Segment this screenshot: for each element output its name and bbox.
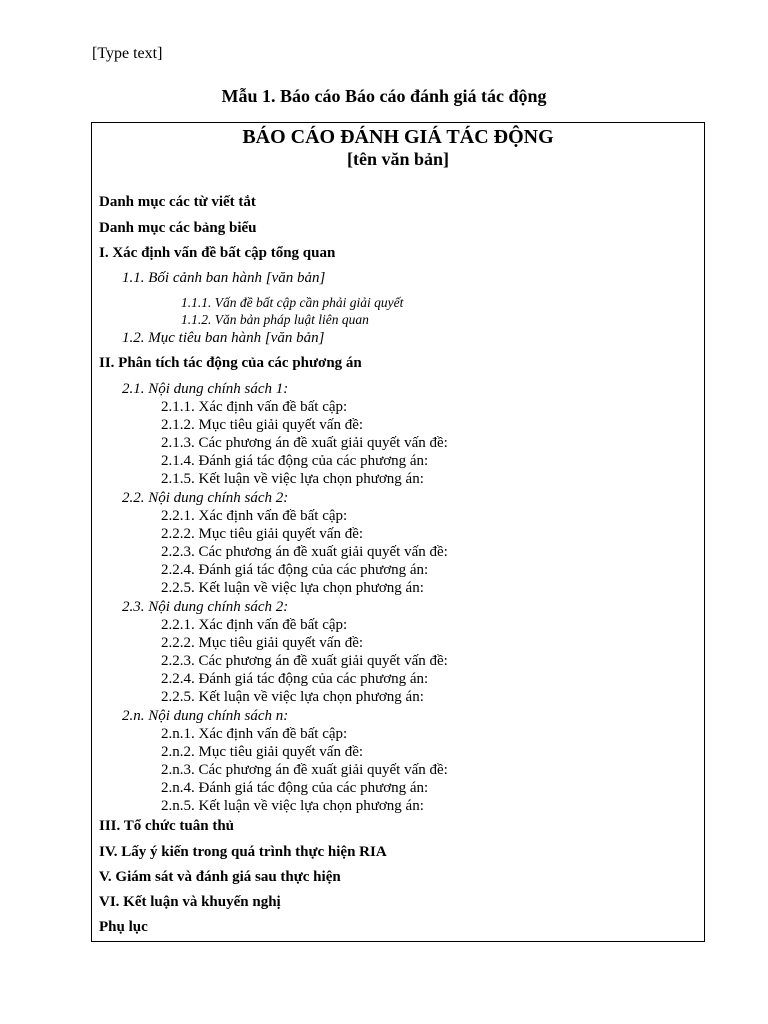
policy-2-item-2: 2.2.2. Mục tiêu giải quyết vấn đề: xyxy=(161,526,364,542)
report-title: BÁO CÁO ĐÁNH GIÁ TÁC ĐỘNG xyxy=(242,126,554,148)
policy-n-item-1: 2.n.1. Xác định vấn đề bất cập: xyxy=(161,726,348,742)
policy-1-item-4: 2.1.4. Đánh giá tác động của các phương án: xyxy=(161,453,429,469)
policy-2-item-4: 2.2.4. Đánh giá tác động của các phương án: xyxy=(161,562,429,578)
header-placeholder-text: [Type text] xyxy=(92,45,163,62)
policy-1-item-1: 2.1.1. Xác định vấn đề bất cập: xyxy=(161,399,348,415)
section-6-heading: VI. Kết luận và khuyến nghị xyxy=(99,894,281,910)
policy-3-item-2: 2.2.2. Mục tiêu giải quyết vấn đề: xyxy=(161,635,364,651)
abbreviations-heading: Danh mục các từ viết tắt xyxy=(99,194,256,210)
section-1-1-2-item: 1.1.2. Văn bản pháp luật liên quan xyxy=(181,312,369,327)
section-1-2-heading: 1.2. Mục tiêu ban hành [văn bản] xyxy=(122,330,325,346)
policy-3-item-3: 2.2.3. Các phương án đề xuất giải quyết vấn đề: xyxy=(161,653,448,669)
tables-heading: Danh mục các bảng biểu xyxy=(99,220,257,236)
section-2-heading: II. Phân tích tác động của các phương án xyxy=(99,355,362,371)
policy-3-item-4: 2.2.4. Đánh giá tác động của các phương án: xyxy=(161,671,429,687)
appendix-heading: Phụ lục xyxy=(99,919,148,935)
policy-2-item-5: 2.2.5. Kết luận về việc lựa chọn phương án: xyxy=(161,580,424,596)
policy-1-item-3: 2.1.3. Các phương án đề xuất giải quyết vấn đề: xyxy=(161,435,448,451)
policy-2-item-1: 2.2.1. Xác định vấn đề bất cập: xyxy=(161,508,348,524)
policy-n-item-3: 2.n.3. Các phương án đề xuất giải quyết vấn đề: xyxy=(161,762,448,778)
section-5-heading: V. Giám sát và đánh giá sau thực hiện xyxy=(99,869,341,885)
section-1-heading: I. Xác định vấn đề bất cập tổng quan xyxy=(99,245,336,261)
section-1-1-heading: 1.1. Bối cảnh ban hành [văn bản] xyxy=(122,270,326,286)
page-title: Mẫu 1. Báo cáo Báo cáo đánh giá tác động xyxy=(221,86,547,106)
section-4-heading: IV. Lấy ý kiến trong quá trình thực hiện RIA xyxy=(99,844,387,860)
report-outline-box xyxy=(91,122,705,942)
policy-n-item-4: 2.n.4. Đánh giá tác động của các phương án: xyxy=(161,780,429,796)
section-1-1-1-item: 1.1.1. Vấn đề bất cập cần phải giải quyết xyxy=(181,295,404,310)
policy-1-item-5: 2.1.5. Kết luận về việc lựa chọn phương án: xyxy=(161,471,424,487)
policy-1-item-2: 2.1.2. Mục tiêu giải quyết vấn đề: xyxy=(161,417,364,433)
policy-n-item-5: 2.n.5. Kết luận về việc lựa chọn phương án: xyxy=(161,798,424,814)
policy-2-heading: 2.2. Nội dung chính sách 2: xyxy=(122,490,289,506)
policy-n-heading: 2.n. Nội dung chính sách n: xyxy=(122,708,289,724)
policy-n-item-2: 2.n.2. Mục tiêu giải quyết vấn đề: xyxy=(161,744,364,760)
section-3-heading: III. Tổ chức tuân thủ xyxy=(99,818,235,834)
policy-1-heading: 2.1. Nội dung chính sách 1: xyxy=(122,381,289,397)
report-subtitle: [tên văn bản] xyxy=(346,149,449,169)
policy-3-item-5: 2.2.5. Kết luận về việc lựa chọn phương án: xyxy=(161,689,424,705)
policy-2-item-3: 2.2.3. Các phương án đề xuất giải quyết vấn đề: xyxy=(161,544,448,560)
policy-3-item-1: 2.2.1. Xác định vấn đề bất cập: xyxy=(161,617,348,633)
policy-3-heading: 2.3. Nội dung chính sách 2: xyxy=(122,599,289,615)
